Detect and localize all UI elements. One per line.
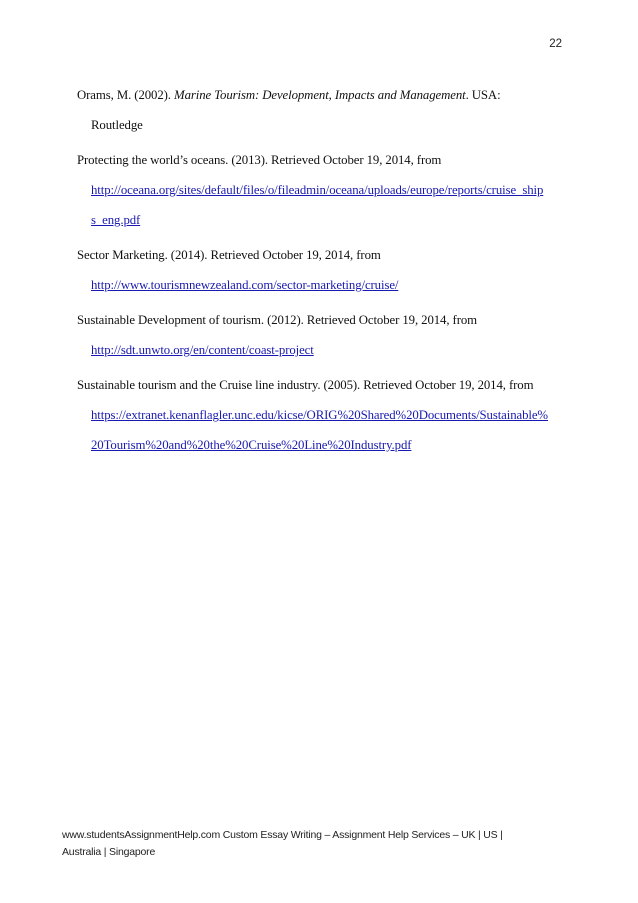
reference-entry-sector-marketing — [77, 240, 567, 300]
reference-text: Sustainable tourism and the Cruise line industry. (2005). Retrieved October 19, 2014, from — [77, 378, 534, 392]
reference-link-continued[interactable]: s_eng.pdf — [91, 213, 141, 227]
reference-publisher-location: . USA: — [465, 88, 501, 102]
reference-entry-orams — [77, 80, 567, 140]
page-number: 22 — [549, 38, 562, 50]
reference-author-year: Orams, M. (2002). — [77, 88, 175, 102]
page-footer — [62, 827, 562, 861]
reference-entry-cruise-line — [77, 370, 567, 460]
reference-text: Sector Marketing. (2014). Retrieved October 19, 2014, from — [77, 248, 381, 262]
reference-link[interactable]: https://extranet.kenanflagler.unc.edu/kicse/ORIG%20Shared%20Documents/Sustainable% — [91, 408, 548, 422]
footer-line-1: www.studentsAssignmentHelp.com Custom Essay Writing – Assignment Help Services – UK | US | — [62, 829, 503, 841]
reference-link[interactable]: http://www.tourismnewzealand.com/sector-marketing/cruise/ — [91, 278, 399, 292]
reference-text: Protecting the world’s oceans. (2013). Retrieved October 19, 2014, from — [77, 153, 442, 167]
reference-line — [77, 80, 567, 110]
reference-text: Sustainable Development of tourism. (2012). Retrieved October 19, 2014, from — [77, 313, 478, 327]
reference-book-title: Marine Tourism: Development, Impacts and Management — [174, 88, 466, 102]
reference-publisher: Routledge — [91, 118, 143, 132]
reference-link-continued[interactable]: 20Tourism%20and%20the%20Cruise%20Line%20Industry.pdf — [91, 438, 412, 452]
footer-line-2: Australia | Singapore — [62, 846, 156, 858]
reference-entry-sustainable-development — [77, 305, 567, 365]
reference-link[interactable]: http://sdt.unwto.org/en/content/coast-project — [91, 343, 314, 357]
reference-list — [77, 80, 567, 460]
reference-entry-oceana — [77, 145, 567, 235]
reference-link[interactable]: http://oceana.org/sites/default/files/o/fileadmin/oceana/uploads/europe/reports/cruise_ship — [91, 183, 544, 197]
